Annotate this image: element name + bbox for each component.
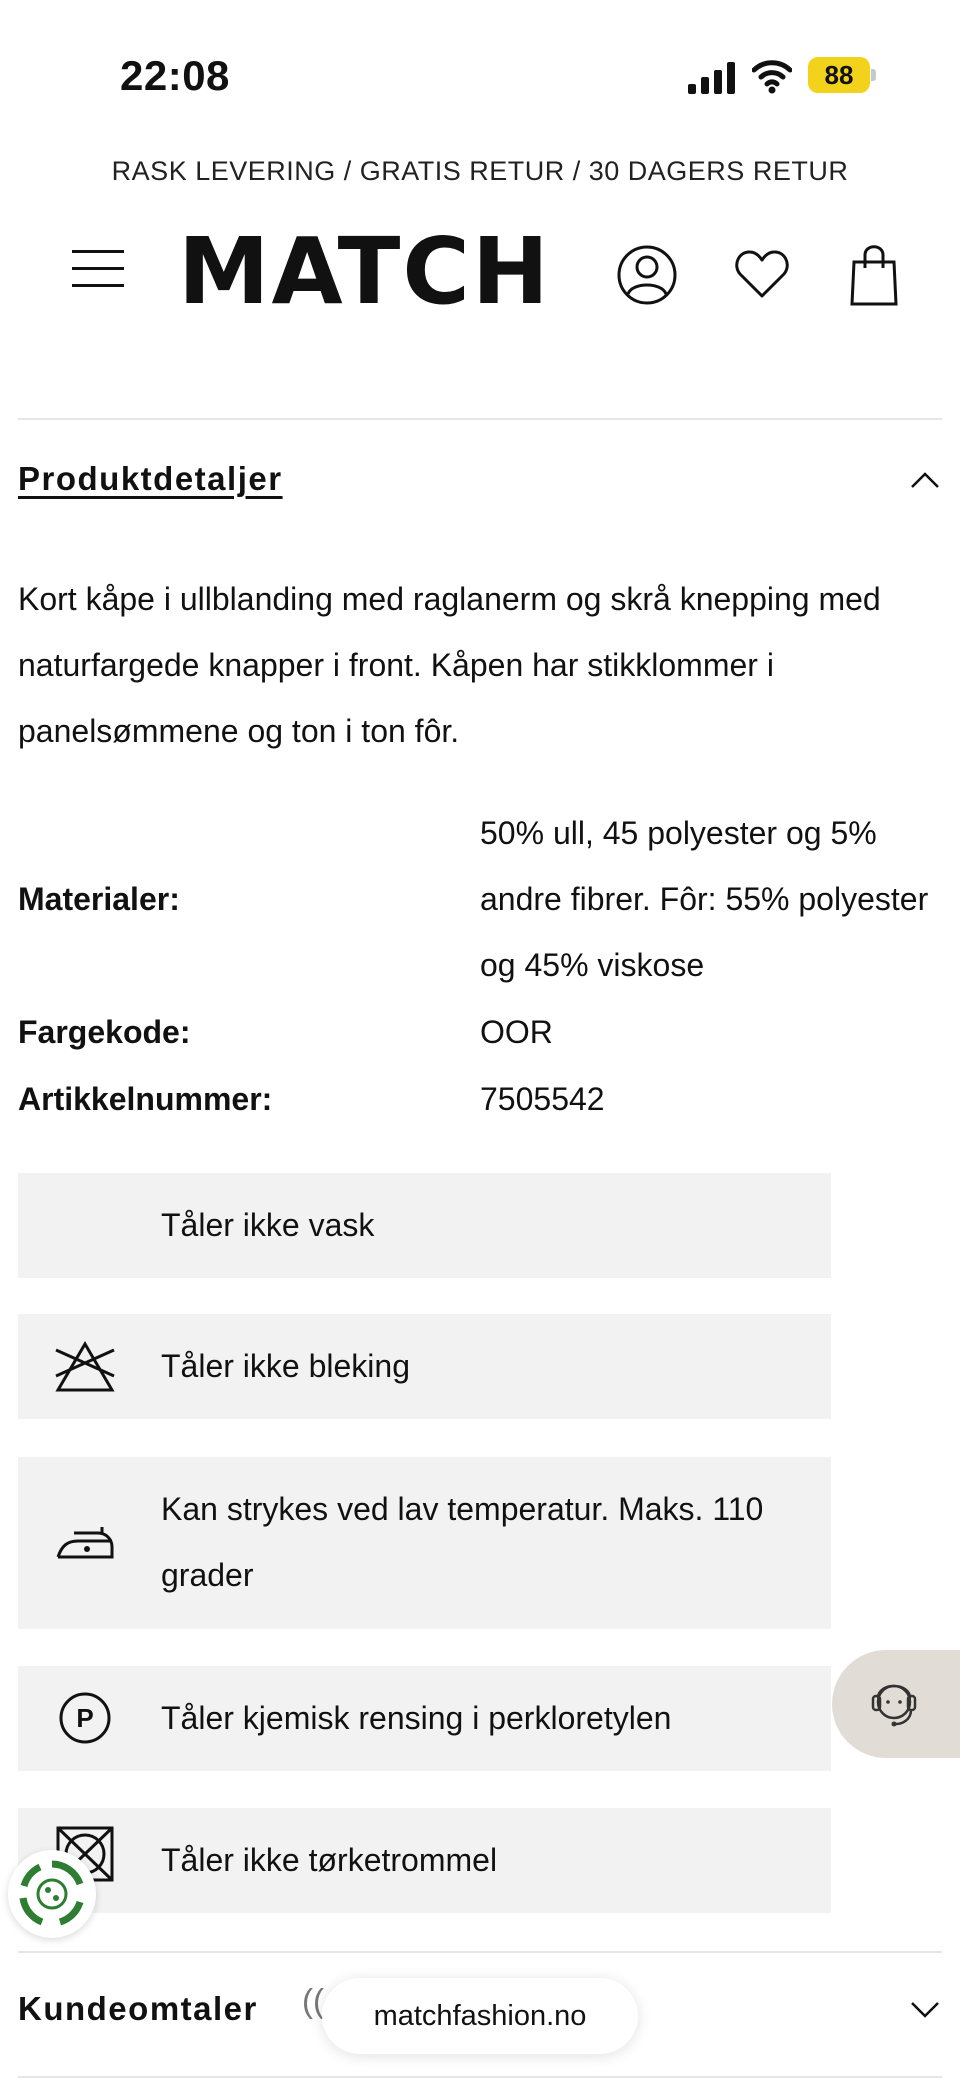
status-time: 22:08 <box>120 52 230 99</box>
battery-level: 88 <box>808 57 870 93</box>
care-text: Tåler ikke bleking <box>161 1348 410 1384</box>
product-description: Kort kåpe i ullblanding med raglanerm og skrå knepping med naturfargede knapper i front. Kåpen har stikklommer i panelsømmene og ton i ton fôr. <box>18 581 881 749</box>
spec-value-article-number: 7505542 <box>480 1081 605 1117</box>
care-item-no-tumble-dry <box>18 1808 831 1913</box>
spec-label-article-number: Artikkelnummer: <box>18 1081 273 1117</box>
iron-low-temp-icon <box>54 1515 116 1571</box>
no-bleach-icon <box>54 1338 116 1394</box>
account-icon[interactable] <box>616 244 678 306</box>
spec-label-materials: Materialer: <box>18 881 180 917</box>
spec-value-colorcode: OOR <box>480 1014 553 1050</box>
care-item-iron-low <box>18 1457 831 1629</box>
chevron-up-icon <box>910 470 940 490</box>
wifi-icon <box>752 58 792 94</box>
care-item-no-bleach <box>18 1314 831 1419</box>
product-details-title: Produktdetaljer <box>18 460 283 497</box>
chevron-down-icon <box>910 2000 940 2020</box>
section-divider <box>18 418 942 420</box>
site-header <box>0 220 960 340</box>
eco-badge-button[interactable] <box>8 1850 96 1938</box>
spec-label-colorcode: Fargekode: <box>18 1014 191 1050</box>
care-text: Tåler kjemisk rensing i perkloretylen <box>161 1700 672 1736</box>
promo-banner: RASK LEVERING / GRATIS RETUR / 30 DAGERS RETUR <box>111 156 849 186</box>
battery-tip <box>871 69 876 81</box>
shopping-bag-icon[interactable] <box>848 242 900 308</box>
status-bar <box>0 0 960 150</box>
svg-text:P: P <box>76 1703 94 1733</box>
reviews-count: (( <box>302 1982 324 2019</box>
customer-service-chat-button[interactable] <box>832 1650 960 1758</box>
spec-value-materials: 50% ull, 45 polyester og 5% andre fibrer. Fôr: 55% polyester og 45% viskose <box>480 815 929 983</box>
reviews-title: Kundeomtaler <box>18 1990 258 2027</box>
care-item-dry-clean-p <box>18 1666 831 1771</box>
care-text: Tåler ikke vask <box>161 1207 375 1243</box>
site-logo[interactable]: MATCH <box>178 218 551 325</box>
section-divider <box>18 2076 942 2078</box>
recycle-globe-icon <box>16 1858 88 1930</box>
dry-clean-p-icon <box>54 1690 116 1746</box>
support-agent-icon <box>866 1674 922 1734</box>
battery-indicator <box>808 57 876 93</box>
hamburger-menu-icon[interactable] <box>72 248 124 288</box>
care-text: Tåler ikke tørketrommel <box>161 1842 498 1878</box>
browser-url-bar[interactable]: matchfashion.no <box>322 1978 638 2054</box>
care-text: Kan strykes ved lav temperatur. Maks. 110 grader <box>161 1491 764 1593</box>
wishlist-heart-icon[interactable] <box>734 248 790 302</box>
product-details-header[interactable] <box>18 446 942 516</box>
care-item-no-wash <box>18 1173 831 1278</box>
cellular-signal-icon <box>688 62 736 94</box>
section-divider <box>18 1951 942 1953</box>
